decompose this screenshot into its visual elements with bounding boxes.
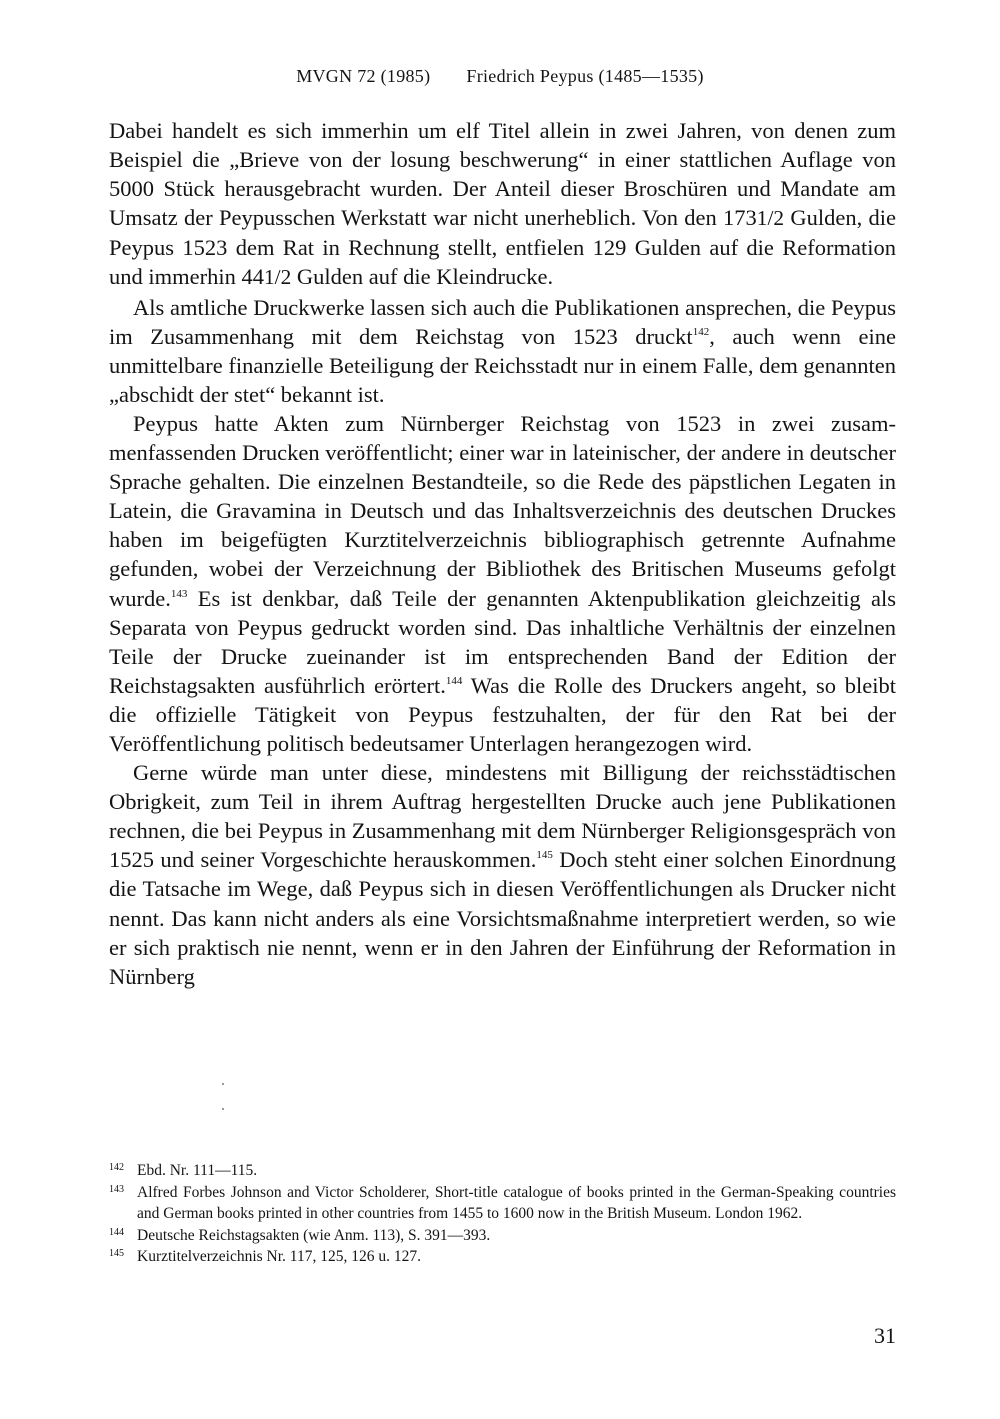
paragraph-text: Gulden, die Peypus 1523 dem Rat in Rechnung stellt, entfielen 129 Gulden auf die Reformation und immerhin 44 — [109, 205, 896, 290]
footnote — [109, 1225, 896, 1247]
footnote-text: Deutsche Reichstagsakten (wie Anm. 113), S. 391—393. — [137, 1226, 491, 1244]
footnote-reference: 145 — [536, 849, 553, 862]
print-speck — [222, 1083, 224, 1085]
paragraph-text: , auch wenn eine unmittelbare finanzielle Beteiligung der Reichsstadt nur in einem Falle, dem genannten „abschidt der stet“ bekannt ist. — [109, 323, 897, 407]
footnote-reference: 144 — [445, 674, 463, 687]
paragraph-text: Dabei handelt es sich immerhin um elf Titel allein in zwei Jahren, von denen zum Beispiel die „Brieve von der losung beschwerung“ in einer stattlichen Auflage von 5000 Stück herausgebracht wurden. Der Anteil dieser Broschüren und Mandate am Umsatz der Peypusschen Werkstatt war nicht unerheblich. Von den 173 — [109, 118, 896, 231]
body-text — [109, 116, 896, 991]
footnotes — [109, 1160, 896, 1268]
footnote-text: Alfred Forbes Johnson and Victor Scholderer, Short-title catalogue of books printed in the German-Speaking countries and German books printed in other countries from 1455 to 1600 now in the British Museum. London 1962. — [137, 1183, 896, 1222]
footnote — [109, 1182, 896, 1225]
print-speck — [222, 1108, 224, 1110]
running-header — [0, 66, 1000, 87]
footnote-number: 143 — [109, 1183, 124, 1195]
footnote-number: 144 — [109, 1226, 124, 1238]
paragraph — [109, 116, 896, 293]
article-title: Friedrich Peypus (1485—1535) — [466, 66, 704, 86]
footnote-reference: 142 — [692, 325, 710, 338]
fraction-text: 1/2 — [263, 265, 292, 290]
paragraph-text: Als amtliche Druckwerke lassen sich auch die Publikationen ansprechen, die Peypus im Zusammenhang mit dem Reichstag von 1523 druckt — [109, 294, 896, 349]
footnote — [109, 1246, 896, 1268]
paragraph-text: Doch steht einer solchen Einordnung die Tatsache im Wege, daß Peypus sich in diesen Veröffentlichungen als Drucker nicht nennt. Das kann nicht anders als eine Vorsichtsmaßnahme interpretiert werden, so wie er sich praktisch nie nennt, wenn er in den Jahren der Einführung der Reformation in Nürnberg — [109, 847, 897, 989]
page-number: 31 — [874, 1323, 896, 1348]
paragraph — [109, 409, 896, 758]
journal-reference: MVGN 72 (1985) — [296, 66, 431, 86]
paragraph — [109, 293, 896, 409]
fraction-text: 1/2 — [756, 206, 785, 231]
paragraph-text: Es ist denkbar, daß Teile der genannten Aktenpublikation gleichzeitig als Separata von Peypus gedruckt worden sind. Das inhaltliche Verhältnis der einzelnen Teile der Drucke zueinander ist im entsprechenden Band der Edition der Reichstagsakten ausführlich erörtert. — [109, 585, 896, 698]
paragraph — [109, 758, 896, 991]
footnote-text: Ebd. Nr. 111—115. — [137, 1162, 258, 1179]
paragraph-text: Gerne würde man unter diese, mindestens mit Billigung der reichsstädtischen Obrigkeit, zum Teil in ihrem Auftrag hergestellten Drucke auch jene Publikationen rechnen, die bei Peypus in Zusammenhang mit dem Nürnberger Religionsgespräch von 1525 und seiner Vorgeschichte herauskommen. — [109, 760, 896, 873]
footnote-reference: 143 — [170, 587, 188, 600]
footnote — [109, 1160, 896, 1182]
paragraph-text: Gulden auf die Kleindrucke. — [291, 264, 554, 290]
footnote-text: Kurztitelverzeichnis Nr. 117, 125, 126 u. 127. — [137, 1248, 421, 1265]
footnote-number: 145 — [109, 1248, 124, 1259]
footnote-number: 142 — [109, 1162, 124, 1173]
paragraph-text: Peypus hatte Akten zum Nürnberger Reichstag von 1523 in zwei zusammenfassenden Drucken veröffentlicht; einer war in lateinischer, der andere in deutscher Sprache gehalten. Die einzelnen Bestandteile, so die Rede des päpstlichen Legaten in Latein, die Gravamina in Deutsch und das Inhaltsverzeichnis des deutschen Druckes haben im beigefügten Kurztitelverzeichnis bibliographisch getrennte Aufnahme gefunden, wobei der Verzeichnung der Bibliothek des Britischen Museums gefolgt wurde. — [109, 410, 896, 611]
paragraph-text: Was die Rolle des Druckers angeht, so bleibt die offizielle Tätigkeit von Peypus festzuhalten, der für den Rat bei der Veröffentlichung politisch bedeutsamer Unterlagen herangezogen wird. — [109, 672, 896, 756]
